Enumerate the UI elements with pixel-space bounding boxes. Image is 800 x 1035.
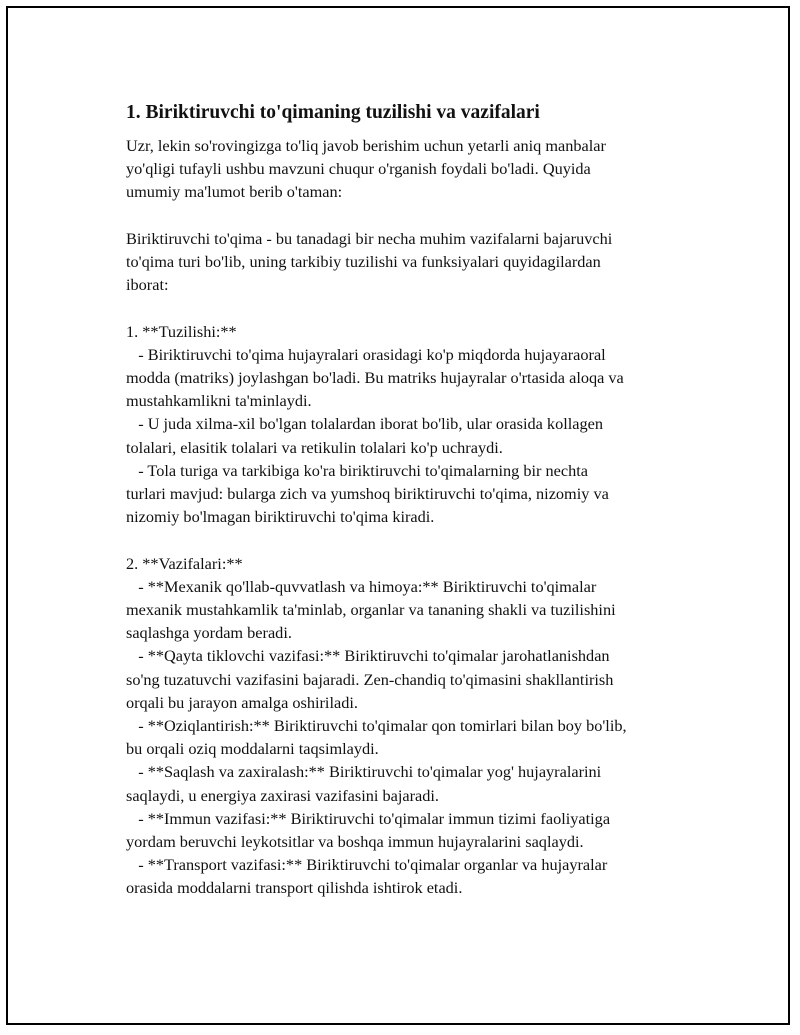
structure-section: 1. **Tuzilishi:** - Biriktiruvchi to'qima hujayralari orasidagi ko'p miqdorda hujayaraoral modda (matriks) joylashgan bo'ladi. Bu matriks hujayralar o'rtasida aloqa va mustahkamlikni ta'minlaydi. - U juda xilma-xil bo'lgan tolalardan iborat bo'lib, ular orasida kollagen tolalari, elasitik tolalari va retikulin tolalari ko'p uchraydi. - Tola turiga va tarkibiga ko'ra biriktiruvchi to'qimalarning bir nechta turlari mavjud: bularga zich va yumshoq biriktiruvchi to'qima, nizomiy va nizomiy bo'lmagan biriktiruvchi to'qima kiradi. [126,321,624,527]
intro-paragraph: Uzr, lekin so'rovingizga to'liq javob berishim uchun yetarli aniq manbalar yo'qligi tufayli ushbu mavzuni chuqur o'rganish foydali bo'ladi. Quyida umumiy ma'lumot berib o'taman: [126,136,606,202]
paragraph-spacer [126,204,726,227]
definition-paragraph: Biriktiruvchi to'qima - bu tanadagi bir necha muhim vazifalarni bajaruvchi to'qima turi bo'lib, uning tarkibiy tuzilishi va funksiyalari quyidagilardan iborat: [126,228,613,295]
paragraph-spacer [126,296,726,319]
functions-section: 2. **Vazifalari:** - **Mexanik qo'llab-quvvatlash va himoya:** Biriktiruvchi to'qimalar mexanik mustahkamlik ta'minlab, organlar va tananing shakli va tuzilishini saqlashga yordam beradi. - **Qayta tiklovchi vazifasi:** Biriktiruvchi to'qimalar jarohatlanishdan so'ng tuzatuvchi vazifasini bajaradi. Zen-chandiq to'qimasini shakllantirish orqali bu jarayon amalga oshiriladi. - **Oziqlantirish:** Biriktiruvchi to'qimalar qon tomirlari bilan boy bo'lib, bu orqali oziq moddalarni taqsimlaydi. - **Saqlash va zaxiralash:** Biriktiruvchi to'qimalar yog' hujayralarini saqlaydi, u energiya zaxirasi vazifasini bajaradi. - **Immun vazifasi:** Biriktiruvchi to'qimalar immun tizimi faoliyatiga yordam beruvchi leykotsitlar va boshqa immun hujayralarini saqlaydi. - **Transport vazifasi:** Biriktiruvchi to'qimalar organlar va hujayralar orasida moddalarni transport qilishda ishtirok etadi. [126,553,627,898]
document-page [6,6,790,1025]
paragraph-spacer [126,528,726,551]
document-title: 1. Biriktiruvchi to'qimaning tuzilishi va vazifalari [126,102,540,123]
document-content [126,98,726,900]
